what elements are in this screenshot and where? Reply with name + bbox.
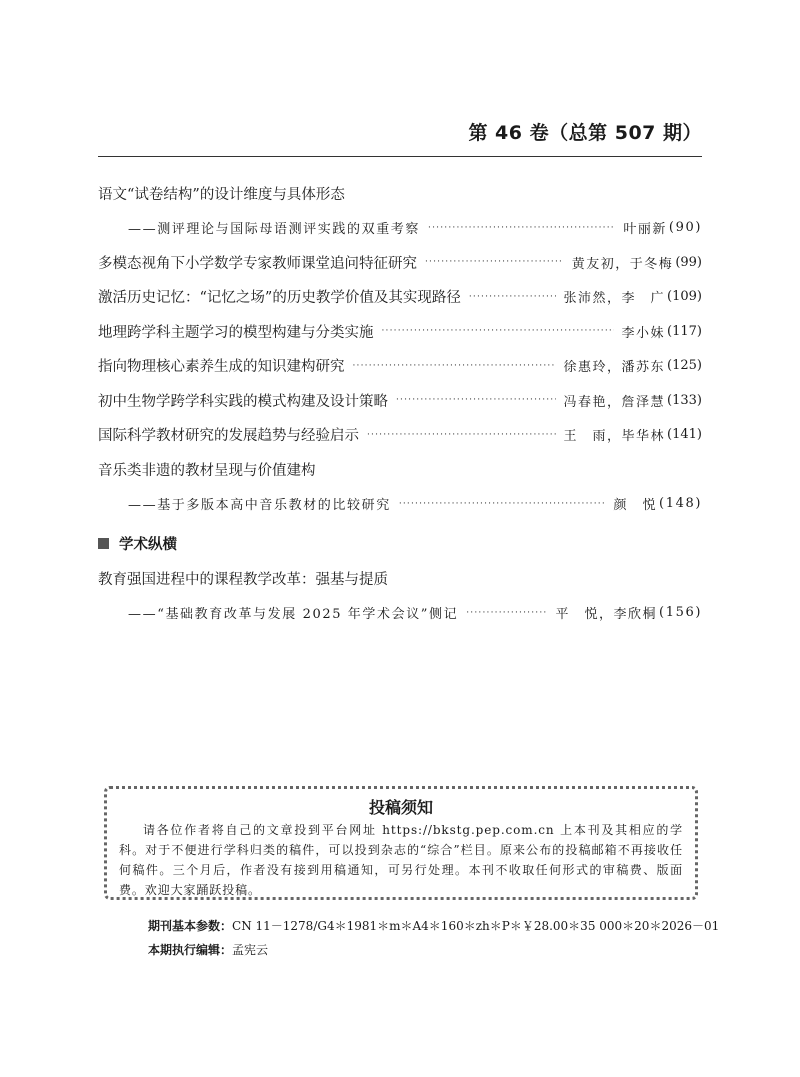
article-authors: 张沛然，李 广 [563, 291, 666, 307]
article-page: (109) [667, 289, 702, 305]
toc-entry[interactable] [98, 314, 702, 349]
article-title: 初中生物学跨学科实践的模式构建及设计策略 [98, 393, 388, 410]
toc-entry[interactable] [98, 245, 702, 280]
article-title: 国际科学教材研究的发展趋势与经验启示 [98, 428, 359, 445]
editor-label: 本期执行编辑： [148, 943, 233, 957]
article-authors: 黄友初，于冬梅 [571, 256, 674, 272]
table-of-contents [98, 176, 702, 630]
leader-dots [425, 257, 564, 267]
article-title: 激活历史记忆：“记忆之场”的历史教学价值及其实现路径 [98, 290, 461, 307]
notice-title: 投稿须知 [368, 798, 433, 817]
article-page: (133) [667, 392, 702, 408]
params-value: CN 11－1278/G4＊1981＊m＊A4＊160＊zh＊P＊￥28.00＊35 000＊20＊2026－01 [232, 919, 720, 933]
journal-meta [148, 914, 719, 962]
article-title: 教育强国进程中的课程教学改革：强基与提质 [98, 571, 388, 588]
submission-notice-box [104, 786, 698, 900]
editor-value: 孟宪云 [232, 943, 269, 957]
leader-dots [469, 292, 556, 302]
article-title: 多模态视角下小学数学专家教师课堂追问特征研究 [98, 255, 417, 272]
toc-entry[interactable] [98, 383, 702, 418]
article-page: (156) [659, 605, 702, 621]
leader-dots [428, 223, 615, 233]
article-title: 指向物理核心素养生成的知识建构研究 [98, 359, 345, 376]
header-rule [98, 156, 702, 157]
toc-title[interactable] [98, 561, 702, 596]
article-authors: 冯春艳，詹泽慧 [563, 394, 666, 410]
journal-params [148, 914, 719, 938]
toc-entry[interactable] [98, 349, 702, 384]
leader-dots [466, 608, 547, 618]
toc-entry[interactable] [98, 280, 702, 315]
leader-dots [399, 499, 606, 509]
toc-title[interactable] [98, 176, 702, 211]
executive-editor [148, 938, 719, 962]
article-authors: 颜 悦 [613, 498, 658, 514]
square-bullet-icon [98, 538, 109, 549]
article-authors: 平 悦，李欣桐 [555, 607, 658, 623]
article-subtitle: ——基于多版本高中音乐教材的比较研究 [128, 498, 391, 514]
leader-dots [396, 395, 556, 405]
toc-title[interactable] [98, 452, 702, 487]
article-page: (141) [667, 427, 702, 443]
toc-entry[interactable] [98, 596, 702, 631]
article-authors: 李小妹 [621, 325, 666, 341]
article-subtitle: ——测评理论与国际母语测评实践的双重考察 [128, 222, 421, 238]
article-authors: 王 雨，毕华林 [563, 429, 666, 445]
article-title: 语文“试卷结构”的设计维度与具体形态 [98, 186, 345, 203]
section-title: 学术纵横 [119, 536, 177, 553]
article-page: (117) [667, 323, 702, 339]
article-page: (125) [667, 358, 702, 374]
toc-entry[interactable] [98, 487, 702, 522]
article-page: (99) [675, 254, 702, 270]
article-title: 地理跨学科主题学习的模型构建与分类实施 [98, 324, 374, 341]
notice-body: 请各位作者将自己的文章投到平台网址 https://bkstg.pep.com.cn 上本刊及其相应的学科。对于不便进行学科归类的稿件，可以投到杂志的“综合”栏目。原来公布的投稿邮箱不再接收任何稿件。三个月后，作者没有接到用稿通知，可另行处理。本刊不收取任何形式的审稿费、版面费。欢迎大家踊跃投稿。 [119, 823, 683, 897]
section-heading [98, 525, 702, 561]
leader-dots [382, 326, 614, 336]
article-authors: 徐惠玲，潘苏东 [563, 360, 666, 376]
article-title: 音乐类非遗的教材呈现与价值建构 [98, 462, 316, 479]
issue-number: 第 46 卷（总第 507 期） [468, 122, 702, 144]
toc-entry[interactable] [98, 211, 702, 246]
article-authors: 叶丽新 [623, 222, 667, 238]
toc-entry[interactable] [98, 418, 702, 453]
leader-dots [367, 430, 556, 440]
article-subtitle: ——“基础教育改革与发展 2025 年学术会议”侧记 [128, 607, 459, 623]
params-label: 期刊基本参数： [148, 919, 233, 933]
leader-dots [353, 361, 556, 371]
article-page: (90) [668, 220, 702, 236]
article-page: (148) [659, 496, 702, 512]
